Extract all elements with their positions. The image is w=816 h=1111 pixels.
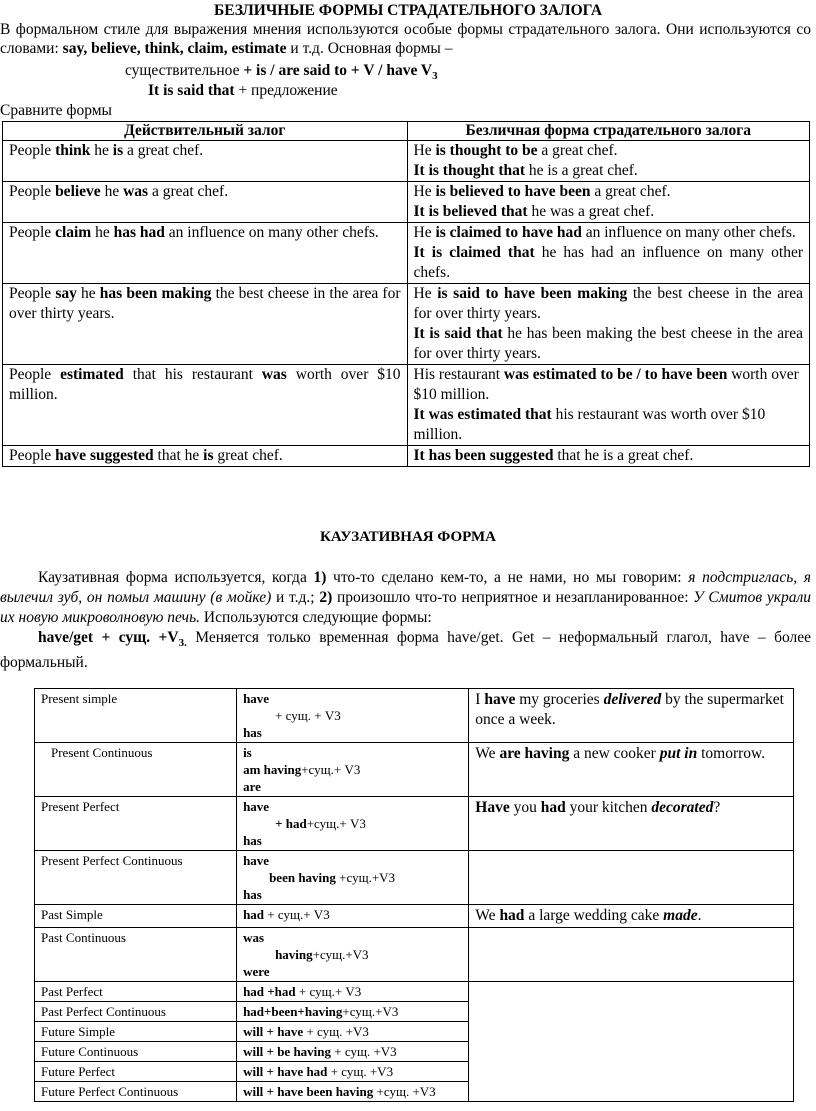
- text-fragment: He: [413, 142, 436, 159]
- text-fragment: the best cheese in the area for over thirty years.: [413, 285, 803, 322]
- formula-main-text: + is / are said to + V / have V: [243, 62, 433, 79]
- comparison-table: [2, 121, 810, 467]
- text-fragment: People: [9, 142, 56, 159]
- intro-keywords: say, believe, think, claim, estimate: [62, 40, 287, 57]
- text-fragment: he was a great chef.: [527, 203, 655, 220]
- text-fragment: It is thought that: [413, 162, 526, 179]
- tense-cell: Past Continuous: [35, 928, 237, 982]
- tense-cell: Past Simple: [35, 905, 237, 928]
- text-fragment: have suggested: [55, 447, 154, 464]
- formula-cell: [237, 797, 469, 851]
- active-cell: [3, 182, 408, 223]
- text-fragment: is: [243, 745, 252, 760]
- text-fragment: a large wedding cake: [524, 907, 664, 924]
- text-fragment: you: [509, 799, 541, 816]
- text-fragment: been having: [269, 870, 336, 885]
- text-fragment: estimated: [60, 366, 124, 383]
- passive-cell: [407, 223, 810, 284]
- text-fragment: claim: [55, 224, 92, 241]
- text-fragment: had: [540, 799, 566, 816]
- text-fragment: People: [9, 224, 56, 241]
- tense-cell: Future Perfect: [35, 1062, 237, 1082]
- text-fragment: It is believed that: [413, 203, 528, 220]
- table-row: [35, 743, 794, 797]
- text-fragment: an influence on many other chefs.: [164, 224, 379, 241]
- active-cell: [3, 284, 408, 365]
- text-fragment: Have: [475, 799, 510, 816]
- active-cell: [3, 446, 408, 467]
- text-fragment: was estimated to be / to have been: [503, 366, 728, 383]
- text-fragment: .: [697, 907, 702, 924]
- text-fragment: +сущ.+ V3: [306, 816, 366, 831]
- text-fragment: has been making: [99, 285, 212, 302]
- formula-main: [243, 62, 438, 83]
- caus-num-1: 1): [313, 569, 327, 586]
- table-row: [3, 141, 810, 182]
- text-fragment: is said to have been making: [437, 285, 628, 302]
- text-fragment: have: [243, 853, 270, 868]
- text-fragment: + сущ. + V3: [275, 708, 341, 723]
- caus-text-1: Каузативная форма используется, когда: [38, 569, 314, 586]
- caus-text-6: Меняется только временная форма have/get. Get – неформальный глагол, have – более формальный.: [0, 629, 811, 672]
- text-fragment: I: [475, 691, 485, 708]
- text-fragment: your kitchen: [565, 799, 652, 816]
- intro-text-end: и т.д. Основная формы –: [286, 40, 453, 57]
- formula-cell: [237, 1002, 469, 1022]
- text-fragment: +сущ.+V3: [342, 1004, 399, 1019]
- active-cell: [3, 223, 408, 284]
- example-cell: [469, 689, 794, 743]
- text-fragment: was: [261, 366, 287, 383]
- text-fragment: put in: [659, 745, 698, 762]
- text-fragment: People: [9, 285, 56, 302]
- caus-text-4: произошло что-то неприятное и незапланированное:: [332, 589, 694, 606]
- text-fragment: had: [243, 907, 265, 922]
- text-fragment: has: [243, 725, 262, 740]
- text-fragment: that his restaurant: [123, 366, 262, 383]
- formula-cell: [237, 1022, 469, 1042]
- formula-line-2: [148, 81, 338, 100]
- text-fragment: He: [413, 285, 438, 302]
- text-fragment: will + have been having: [243, 1084, 374, 1099]
- text-fragment: have: [243, 799, 270, 814]
- passive-cell: [407, 446, 810, 467]
- tense-cell: Present Perfect Continuous: [35, 851, 237, 905]
- text-fragment: have: [243, 691, 270, 706]
- example-cell-empty: [469, 982, 794, 1102]
- causative-table: [34, 688, 794, 1102]
- text-fragment: He: [413, 224, 436, 241]
- text-fragment: has: [243, 833, 262, 848]
- text-fragment: will + have had: [243, 1064, 328, 1079]
- text-fragment: He: [413, 183, 436, 200]
- table-row: [3, 365, 810, 446]
- text-fragment: an influence on many other chefs.: [581, 224, 796, 241]
- text-fragment: It has been suggested: [413, 447, 554, 464]
- text-fragment: People: [9, 183, 56, 200]
- text-fragment: is thought to be: [435, 142, 538, 159]
- formula-cell: [237, 1042, 469, 1062]
- text-fragment: made: [663, 907, 698, 924]
- passive-cell: [407, 182, 810, 223]
- page-title: БЕЗЛИЧНЫЕ ФОРМЫ СТРАДАТЕЛЬНОГО ЗАЛОГА: [213, 2, 603, 19]
- text-fragment: my groceries: [515, 691, 604, 708]
- caus-text-5: Используются следующие формы:: [200, 609, 432, 626]
- text-fragment: are: [243, 779, 261, 794]
- text-fragment: a great chef.: [590, 183, 671, 200]
- text-fragment: It is claimed that: [413, 244, 535, 261]
- text-fragment: think: [55, 142, 91, 159]
- text-fragment: is: [112, 142, 124, 159]
- formula-cell: [237, 851, 469, 905]
- text-fragment: Present Continuous: [51, 745, 153, 760]
- table-row: [3, 223, 810, 284]
- tense-cell: Future Perfect Continuous: [35, 1082, 237, 1102]
- caus-text-2: что-то сделано кем-то, а не нами, но мы говорим:: [326, 569, 689, 586]
- text-fragment: worth over $10 million.: [9, 366, 401, 403]
- text-fragment: was: [243, 930, 265, 945]
- text-fragment: tomorrow.: [697, 745, 766, 762]
- text-fragment: + сущ.+ V3: [295, 984, 362, 999]
- text-fragment: he has had an influence on many other chefs.: [413, 244, 803, 281]
- table-row: [35, 689, 794, 743]
- text-fragment: are having: [499, 745, 570, 762]
- tense-cell: Future Simple: [35, 1022, 237, 1042]
- example-cell-empty: [469, 851, 794, 905]
- table-row: [3, 284, 810, 365]
- passive-cell: [407, 365, 810, 446]
- text-fragment: decorated: [651, 799, 714, 816]
- table-row: [35, 797, 794, 851]
- text-fragment: a great chef.: [123, 142, 204, 159]
- formula-cell: [237, 1082, 469, 1102]
- text-fragment: great chef.: [213, 447, 283, 464]
- passive-cell: [407, 284, 810, 365]
- text-fragment: is: [203, 447, 214, 464]
- text-fragment: say: [55, 285, 77, 302]
- text-fragment: delivered: [603, 691, 662, 708]
- formula-cell: [237, 743, 469, 797]
- tense-cell: Present simple: [35, 689, 237, 743]
- tense-cell: Present Perfect: [35, 797, 237, 851]
- text-fragment: a new cooker: [569, 745, 660, 762]
- active-cell: [3, 141, 408, 182]
- text-fragment: the best cheese in the area for over thirty years.: [9, 285, 401, 322]
- formula-noun: существительное: [125, 62, 244, 79]
- text-fragment: that he: [153, 447, 204, 464]
- text-fragment: were: [243, 964, 270, 979]
- text-fragment: It was estimated that: [413, 406, 552, 423]
- tense-cell: Past Perfect: [35, 982, 237, 1002]
- caus-formula-sub: 3.: [178, 637, 187, 650]
- text-fragment: is claimed to have had: [435, 224, 582, 241]
- text-fragment: +сущ.+ V3: [301, 762, 361, 777]
- caus-formula: [0, 629, 187, 650]
- text-fragment: a great chef.: [537, 142, 618, 159]
- formula-cell: [237, 689, 469, 743]
- text-fragment: worth over $10 million.: [413, 366, 799, 403]
- text-fragment: has: [243, 887, 262, 902]
- table-row: [35, 905, 794, 928]
- tense-cell: [35, 743, 237, 797]
- text-fragment: ?: [713, 799, 721, 816]
- header-active: Действительный залог: [3, 122, 408, 141]
- example-cell: [469, 905, 794, 928]
- text-fragment: People: [9, 366, 61, 383]
- formula-cell: [237, 928, 469, 982]
- text-fragment: believe: [55, 183, 101, 200]
- text-fragment: was: [123, 183, 149, 200]
- table-row: [3, 446, 810, 467]
- header-passive: Безличная форма страдательного залога: [407, 122, 810, 141]
- caus-formula-text: have/get + сущ. +V: [38, 629, 179, 646]
- text-fragment: his restaurant was worth over $10 million.: [413, 406, 766, 443]
- formula-cell: [237, 982, 469, 1002]
- compare-label: Сравните формы: [0, 102, 112, 119]
- formula-sub: 3: [432, 70, 438, 83]
- text-fragment: had+been+having: [243, 1004, 343, 1019]
- text-fragment: is believed to have been: [435, 183, 591, 200]
- text-fragment: + had: [275, 816, 307, 831]
- formula2-bold: It is said that: [148, 82, 235, 99]
- table-header-row: [3, 122, 810, 141]
- caus-example-2: У Смитов украли их новую микроволновую печь.: [0, 589, 811, 626]
- text-fragment: by the supermarket once a week.: [475, 691, 784, 728]
- caus-num-2: 2): [319, 589, 333, 606]
- text-fragment: that he is a great chef.: [553, 447, 694, 464]
- active-cell: [3, 365, 408, 446]
- text-fragment: + сущ. +V3: [303, 1024, 369, 1039]
- table-row: [35, 982, 794, 1002]
- text-fragment: + сущ. +V3: [331, 1044, 397, 1059]
- text-fragment: he is a great chef.: [525, 162, 638, 179]
- text-fragment: + сущ. +V3: [327, 1064, 394, 1079]
- text-fragment: am having: [243, 762, 302, 777]
- example-cell: [469, 743, 794, 797]
- caus-examples: я подстриглась, я вылечил зуб, он помыл машину (в мойке): [0, 569, 811, 606]
- text-fragment: It is said that: [413, 325, 503, 342]
- text-fragment: he: [100, 183, 124, 200]
- text-fragment: have: [484, 691, 516, 708]
- text-fragment: having: [275, 947, 313, 962]
- tense-cell: Future Continuous: [35, 1042, 237, 1062]
- caus-text-3: и т.д.;: [271, 589, 320, 606]
- passive-cell: [407, 141, 810, 182]
- text-fragment: +сущ. +V3: [373, 1084, 436, 1099]
- text-fragment: he: [91, 224, 114, 241]
- section-title-causative: КАУЗАТИВНАЯ ФОРМА: [320, 529, 496, 545]
- text-fragment: he has been making the best cheese in the area for over thirty years.: [413, 325, 804, 362]
- intro-paragraph: [0, 20, 811, 58]
- text-fragment: We: [475, 745, 500, 762]
- tense-cell: Past Perfect Continuous: [35, 1002, 237, 1022]
- causative-paragraph: [0, 568, 811, 673]
- text-fragment: had: [499, 907, 525, 924]
- text-fragment: had +had: [243, 984, 296, 999]
- text-fragment: will + have: [243, 1024, 304, 1039]
- example-cell: [469, 797, 794, 851]
- table-row: [35, 928, 794, 982]
- intro-text: В формальном стиле для выражения мнения используются особые формы страдательного залога. Они используются со словами:: [0, 21, 811, 57]
- text-fragment: His restaurant: [413, 366, 504, 383]
- text-fragment: has had: [113, 224, 165, 241]
- text-fragment: People: [9, 447, 56, 464]
- table-row: [35, 851, 794, 905]
- table-row: [3, 182, 810, 223]
- text-fragment: +сущ.+V3: [335, 870, 396, 885]
- text-fragment: +сущ.+V3: [312, 947, 369, 962]
- text-fragment: + сущ.+ V3: [264, 907, 330, 922]
- text-fragment: a great chef.: [148, 183, 229, 200]
- text-fragment: he: [76, 285, 100, 302]
- text-fragment: will + be having: [243, 1044, 332, 1059]
- formula-cell: [237, 905, 469, 928]
- text-fragment: We: [475, 907, 500, 924]
- example-cell-empty: [469, 928, 794, 982]
- text-fragment: he: [90, 142, 113, 159]
- formula2-text: + предложение: [234, 82, 338, 99]
- formula-cell: [237, 1062, 469, 1082]
